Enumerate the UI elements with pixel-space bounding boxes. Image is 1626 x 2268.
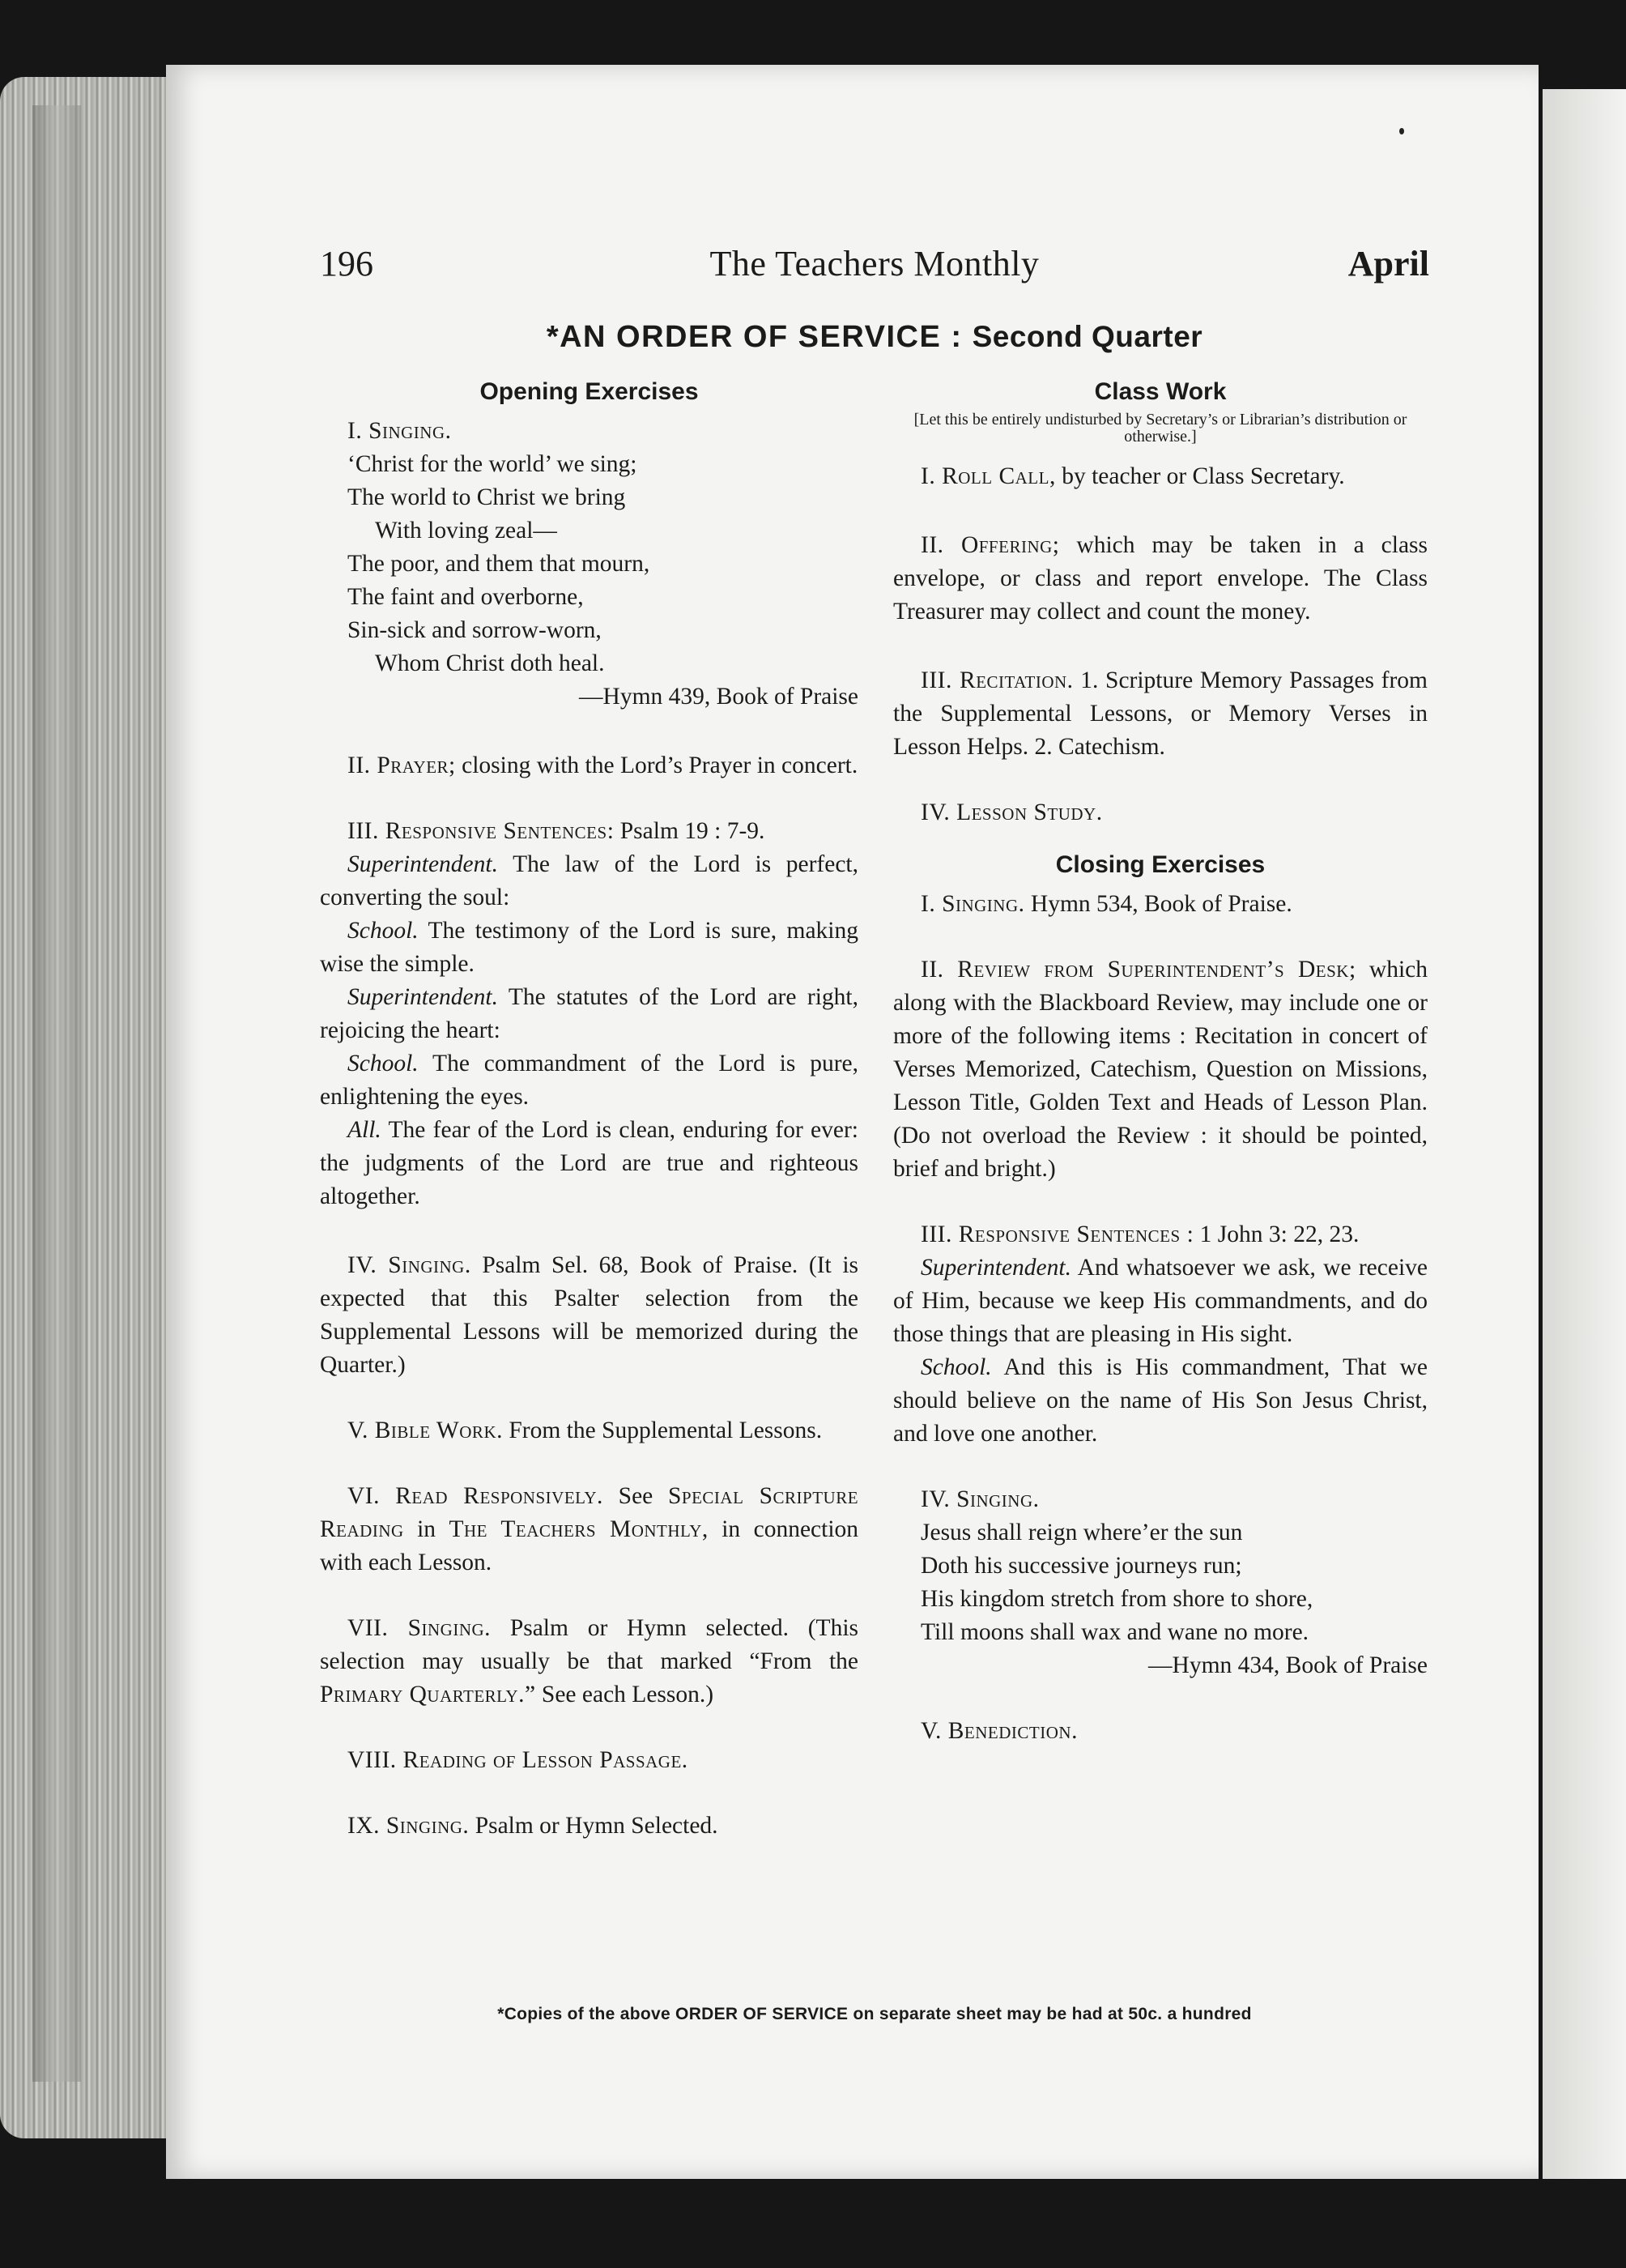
running-header: [320, 243, 1429, 292]
response-text: The fear of the Lord is clean, enduring for ever: the judgments of the Lord are true and righteous altogether.: [320, 1117, 859, 1209]
roll-call-label: I. Roll Call,: [921, 463, 1056, 489]
offering-text: which may be taken in a class envelope, or class and report envelope. The Class Treasurer may collect and count the money.: [893, 532, 1428, 625]
singing-iv-item: [320, 1249, 858, 1382]
hymn-line: His kingdom stretch from shore to shore,: [921, 1586, 1313, 1612]
bible-work-item: [320, 1414, 858, 1447]
response-speaker: School.: [347, 918, 419, 944]
hymn-line: Till moons shall wax and wane no more.: [921, 1619, 1309, 1645]
page-number: 196: [320, 244, 373, 284]
closing-responsive-label: III. Responsive Sentences :: [921, 1221, 1194, 1247]
read-text: in: [417, 1516, 436, 1542]
response-speaker: Superintendent.: [347, 984, 498, 1010]
offering-label: II. Offering;: [921, 532, 1060, 558]
hymn-line: Sin-sick and sorrow-worn,: [347, 617, 602, 643]
hymn-line: The faint and overborne,: [347, 584, 584, 610]
closing-responsive-item: [893, 1218, 1428, 1251]
read-responsively-label: VI. Read Responsively.: [347, 1483, 603, 1509]
opening-singing-label: I. Singing.: [347, 418, 452, 444]
singing-ix-text: Psalm or Hymn Selected.: [475, 1813, 718, 1839]
reading-lesson-passage: VIII. Reading of Lesson Passage.: [347, 1747, 688, 1773]
page-title: [320, 320, 1429, 355]
teachers-monthly-ref: The Teachers Monthly,: [449, 1516, 709, 1542]
ink-speck: [1399, 128, 1404, 134]
response-text: The testimony of the Lord is sure, making wise the simple.: [320, 918, 858, 977]
closing-singing-item: [893, 888, 1428, 921]
read-text: See: [618, 1483, 653, 1509]
closing-responsive-ref: 1 John 3: 22, 23.: [1199, 1221, 1360, 1247]
prayer-item: [320, 749, 858, 782]
bible-work-label: V. Bible Work.: [347, 1418, 503, 1443]
class-work-column: [893, 374, 1428, 1748]
singing-iv-label: IV. Singing.: [347, 1252, 471, 1278]
response-text: The commandment of the Lord is pure, enlightening the eyes.: [320, 1051, 859, 1110]
hymn-line: With loving zeal—: [375, 518, 557, 544]
response-text: And this is His commandment, That we should believe on the name of His Son Jesus Christ, and love one another.: [893, 1354, 1428, 1447]
opening-exercises-column: [320, 374, 858, 1843]
review-item: [893, 953, 1428, 1186]
read-responsively-item: [320, 1480, 858, 1580]
book-right-page-edge: [1543, 89, 1626, 2179]
singing-ix-item: [320, 1810, 858, 1843]
benediction-item: V. Benediction.: [921, 1718, 1078, 1744]
recitation-text: 1. Scripture Memory Passages from the Supplemental Lessons, or Memory Verses in Lesson Helps. 2. Catechism.: [893, 667, 1428, 760]
main-subtitle: Second Quarter: [972, 320, 1203, 353]
closing-heading: Closing Exercises: [1055, 851, 1266, 878]
hymn-attribution: —Hymn 439, Book of Praise: [579, 684, 858, 710]
month-label: April: [1347, 244, 1429, 284]
response-speaker: School.: [347, 1051, 419, 1076]
closing-hymn-attribution: —Hymn 434, Book of Praise: [1148, 1652, 1428, 1678]
responsive-ref: Psalm 19 : 7-9.: [619, 818, 765, 844]
hymn-line: The world to Christ we bring: [347, 484, 626, 510]
review-label: II. Review from Superintendent’s Desk;: [921, 957, 1356, 983]
singing-vii-text: Psalm or Hymn selected. (This selection may usually be that marked “From the: [320, 1615, 858, 1674]
roll-call-item: [893, 460, 1428, 493]
special-reading-ref: Special Scripture Reading: [320, 1483, 859, 1542]
opening-heading: Opening Exercises: [479, 378, 699, 405]
class-work-heading: Class Work: [1094, 378, 1227, 405]
response-speaker: School.: [921, 1354, 992, 1380]
closing-singing-iv-label: IV. Singing.: [921, 1486, 1040, 1512]
hymn-line: Jesus shall reign where’er the sun: [921, 1520, 1243, 1545]
response-line: [320, 1047, 858, 1114]
singing-vii-label: VII. Singing.: [347, 1615, 492, 1641]
prayer-text: closing with the Lord’s Prayer in concert.: [462, 752, 858, 778]
main-title-text: *AN ORDER OF SERVICE :: [546, 320, 963, 354]
hymn-line: ‘Christ for the world’ we sing;: [347, 451, 637, 477]
review-text: which along with the Blackboard Review, may include one or more of the following items : Recitation in concert of Verses Memorized, Catechism, Question on Missions, Lesson Title, Golden Text and Heads of Lesson Plan. (Do not overload the Review : it should be pointed, brief and bright.): [893, 957, 1428, 1182]
singing-ix-label: IX. Singing.: [347, 1813, 470, 1839]
response-line: [320, 981, 858, 1047]
response-text: The statutes of the Lord are right, rejoicing the heart:: [320, 984, 858, 1043]
running-title: The Teachers Monthly: [709, 244, 1040, 284]
singing-vii-text: See each Lesson.): [541, 1682, 714, 1707]
response-speaker: Superintendent.: [347, 851, 498, 877]
response-text: And whatsoever we ask, we receive of Him, because we keep His commandments, and do those things that are pleasing in His sight.: [893, 1255, 1428, 1347]
closing-singing-label: I. Singing.: [921, 891, 1025, 917]
hymn-line: The poor, and them that mourn,: [347, 551, 650, 577]
closing-hymn: [893, 1516, 1428, 1649]
class-work-note: [Let this be entirely undisturbed by Secretary’s or Librarian’s distribution or otherwise.]: [913, 411, 1407, 446]
primary-quarterly-ref: Primary Quarterly.”: [320, 1682, 536, 1707]
bible-work-text: From the Supplemental Lessons.: [509, 1418, 823, 1443]
response-text: The law of the Lord is perfect, converting the soul:: [320, 851, 859, 910]
offering-item: [893, 529, 1428, 629]
lesson-study-item: IV. Lesson Study.: [921, 799, 1103, 825]
recitation-label: III. Recitation.: [921, 667, 1074, 693]
singing-vii-item: [320, 1612, 858, 1712]
recitation-item: [893, 664, 1428, 764]
response-line: [320, 914, 858, 981]
read-text: in connection with each Lesson.: [320, 1516, 859, 1575]
book-edge-shadow: [32, 105, 81, 2082]
singing-iv-text: Psalm Sel. 68, Book of Praise. (It is expected that this Psalter selection from the Supplemental Lessons will be memorized during the Quarter.): [320, 1252, 858, 1378]
closing-singing-text: Hymn 534, Book of Praise.: [1030, 891, 1292, 917]
responsive-label: III. Responsive Sentences:: [347, 818, 615, 844]
response-speaker: Superintendent.: [921, 1255, 1071, 1281]
response-line: [320, 1114, 858, 1213]
hymn-line: Doth his successive journeys run;: [921, 1553, 1242, 1579]
opening-hymn: [320, 448, 858, 680]
response-speaker: All.: [347, 1117, 381, 1143]
prayer-label: II. Prayer;: [347, 752, 456, 778]
response-line: [320, 848, 858, 914]
book-left-edge: [0, 77, 174, 2138]
responsive-sentences-item: [320, 815, 858, 848]
roll-call-text: by teacher or Class Secretary.: [1062, 463, 1345, 489]
footer-note: *Copies of the above ORDER OF SERVICE on separate sheet may be had at 50c. a hundred: [497, 2005, 1252, 2023]
hymn-line: Whom Christ doth heal.: [375, 650, 605, 676]
response-line: [893, 1251, 1428, 1351]
response-line: [893, 1351, 1428, 1451]
